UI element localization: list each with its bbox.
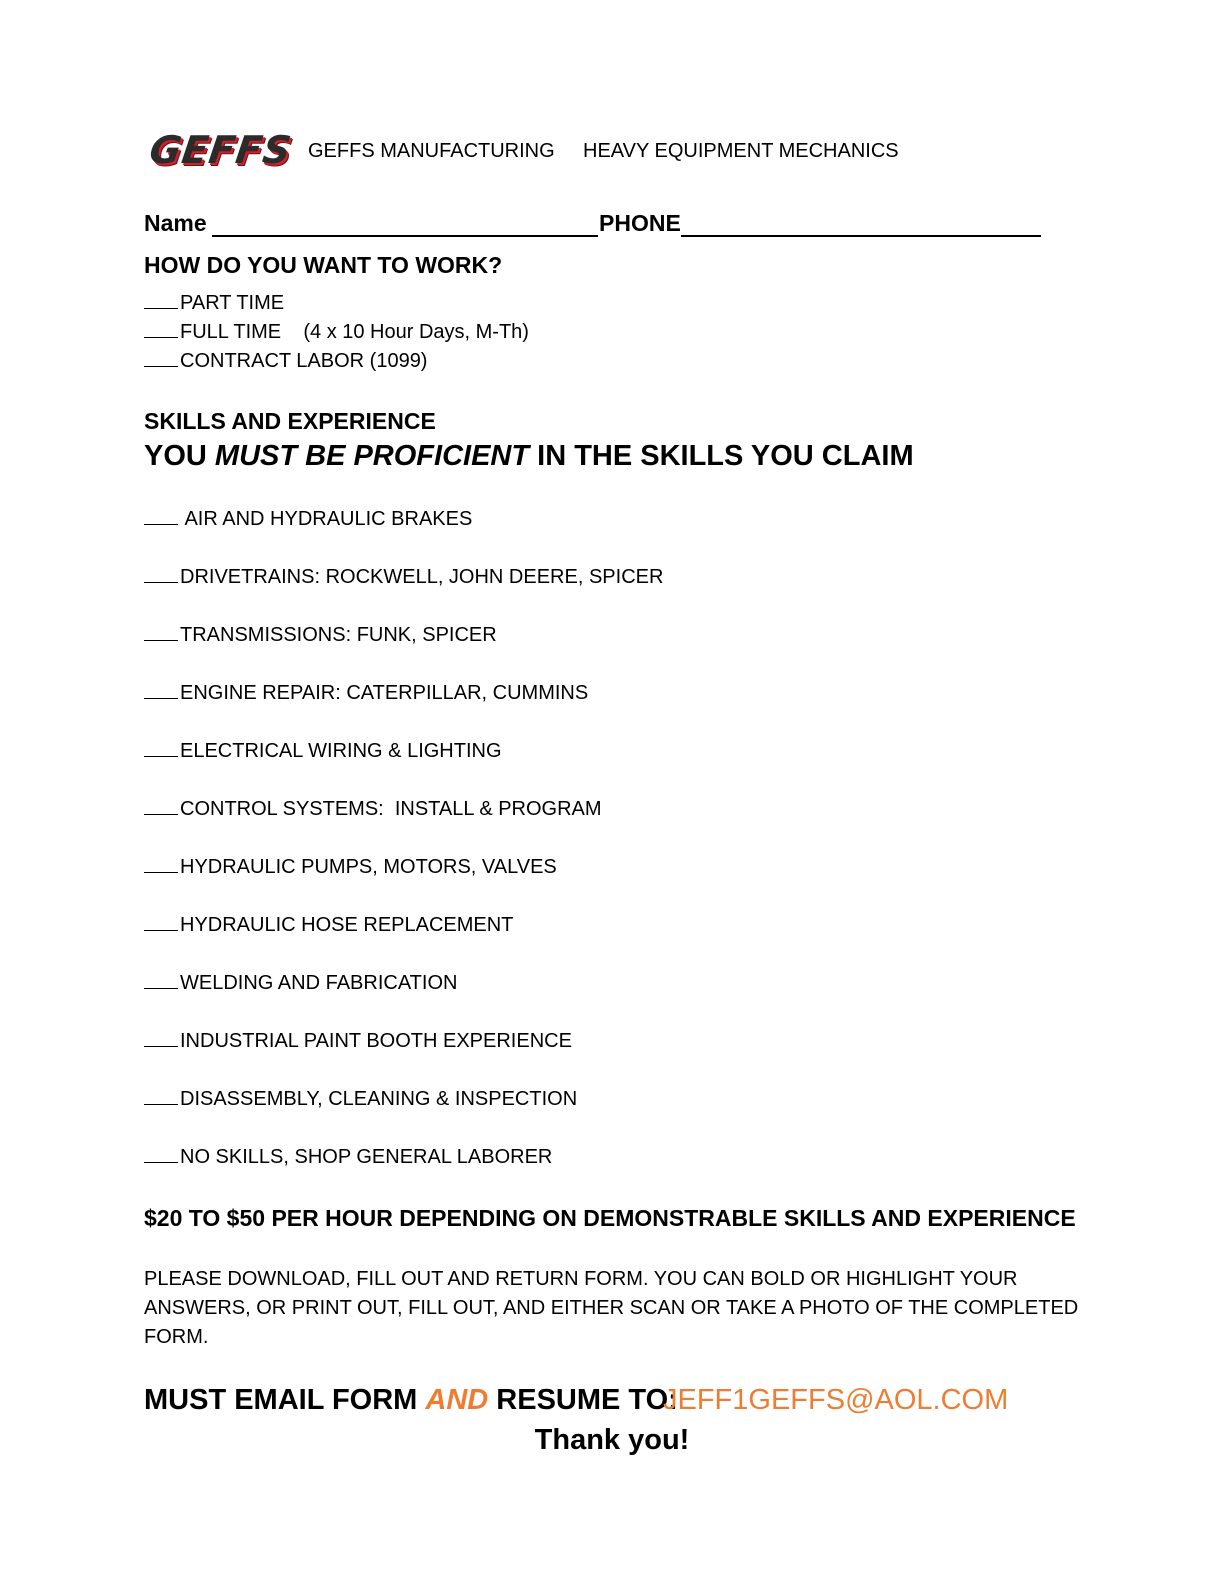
option-label: CONTRACT LABOR (1099) — [180, 350, 428, 372]
checkbox-blank[interactable] — [144, 366, 178, 367]
name-label: Name — [144, 210, 207, 236]
checkbox-blank[interactable] — [144, 1162, 178, 1163]
email-address-link[interactable]: JEFF1GEFFS@AOL.COM — [663, 1384, 1009, 1416]
skill-label: DRIVETRAINS: ROCKWELL, JOHN DEERE, SPICER — [180, 566, 664, 588]
skill-label: ELECTRICAL WIRING & LIGHTING — [180, 740, 502, 762]
work-option-full-time[interactable] — [144, 321, 529, 344]
skill-label: TRANSMISSIONS: FUNK, SPICER — [180, 624, 497, 646]
work-type-heading: HOW DO YOU WANT TO WORK? — [144, 252, 503, 278]
skill-item[interactable] — [144, 972, 457, 995]
skill-item[interactable] — [144, 798, 602, 821]
warning-pre: YOU — [144, 440, 215, 472]
skill-label: HYDRAULIC HOSE REPLACEMENT — [180, 914, 514, 936]
skill-label: ENGINE REPAIR: CATERPILLAR, CUMMINS — [180, 682, 589, 704]
checkbox-blank[interactable] — [144, 524, 178, 525]
skill-item[interactable] — [144, 624, 497, 647]
position-title: HEAVY EQUIPMENT MECHANICS — [583, 140, 899, 162]
company-name: GEFFS MANUFACTURING — [308, 140, 555, 162]
skill-label: INDUSTRIAL PAINT BOOTH EXPERIENCE — [180, 1030, 572, 1052]
skill-item[interactable] — [144, 914, 513, 937]
email-instruction — [144, 1384, 678, 1417]
skills-heading: SKILLS AND EXPERIENCE — [144, 408, 436, 434]
option-label: PART TIME — [180, 292, 285, 314]
skill-label: AIR AND HYDRAULIC BRAKES — [180, 508, 473, 530]
skill-item[interactable] — [144, 1088, 577, 1111]
skill-label: NO SKILLS, SHOP GENERAL LABORER — [180, 1146, 553, 1168]
checkbox-blank[interactable] — [144, 640, 178, 641]
checkbox-blank[interactable] — [144, 698, 178, 699]
skill-item[interactable] — [144, 740, 502, 763]
checkbox-blank[interactable] — [144, 308, 178, 309]
checkbox-blank[interactable] — [144, 872, 178, 873]
checkbox-blank[interactable] — [144, 988, 178, 989]
skill-label: HYDRAULIC PUMPS, MOTORS, VALVES — [180, 856, 557, 878]
skill-label: DISASSEMBLY, CLEANING & INSPECTION — [180, 1088, 578, 1110]
warning-emphasis: MUST BE PROFICIENT — [214, 440, 530, 472]
proficiency-warning — [144, 440, 914, 473]
work-option-part-time[interactable] — [144, 292, 284, 315]
company-logo: GEFFS — [146, 128, 295, 172]
checkbox-blank[interactable] — [144, 756, 178, 757]
phone-field-line[interactable] — [681, 235, 1041, 237]
checkbox-blank[interactable] — [144, 930, 178, 931]
pay-range: $20 TO $50 PER HOUR DEPENDING ON DEMONSTRABLE SKILLS AND EXPERIENCE — [144, 1205, 1076, 1231]
checkbox-blank[interactable] — [144, 1046, 178, 1047]
skill-label: CONTROL SYSTEMS: INSTALL & PROGRAM — [180, 798, 602, 820]
skill-item[interactable] — [144, 856, 557, 879]
checkbox-blank[interactable] — [144, 814, 178, 815]
instructions-text: PLEASE DOWNLOAD, FILL OUT AND RETURN FORM. YOU CAN BOLD OR HIGHLIGHT YOUR ANSWERS, OR PRINT OUT, FILL OUT, AND EITHER SCAN OR TAKE A PHOTO OF THE COMPLETED FORM. — [144, 1268, 1079, 1348]
skill-item[interactable] — [144, 682, 588, 705]
skill-item[interactable] — [144, 566, 663, 589]
name-field-line[interactable] — [212, 235, 598, 237]
email-emphasis: AND — [425, 1384, 489, 1416]
skill-item[interactable] — [144, 1146, 552, 1169]
checkbox-blank[interactable] — [144, 1104, 178, 1105]
email-pre: MUST EMAIL FORM — [144, 1384, 426, 1416]
thank-you: Thank you! — [534, 1424, 690, 1456]
phone-label: PHONE — [599, 210, 681, 236]
checkbox-blank[interactable] — [144, 337, 178, 338]
warning-post: IN THE SKILLS YOU CLAIM — [529, 440, 914, 472]
skill-item[interactable] — [144, 1030, 572, 1053]
skill-label: WELDING AND FABRICATION — [180, 972, 458, 994]
skill-item[interactable] — [144, 508, 472, 531]
work-option-contract[interactable] — [144, 350, 427, 373]
option-label: FULL TIME (4 x 10 Hour Days, M-Th) — [180, 321, 529, 343]
checkbox-blank[interactable] — [144, 582, 178, 583]
email-post: RESUME TO: — [488, 1384, 678, 1416]
